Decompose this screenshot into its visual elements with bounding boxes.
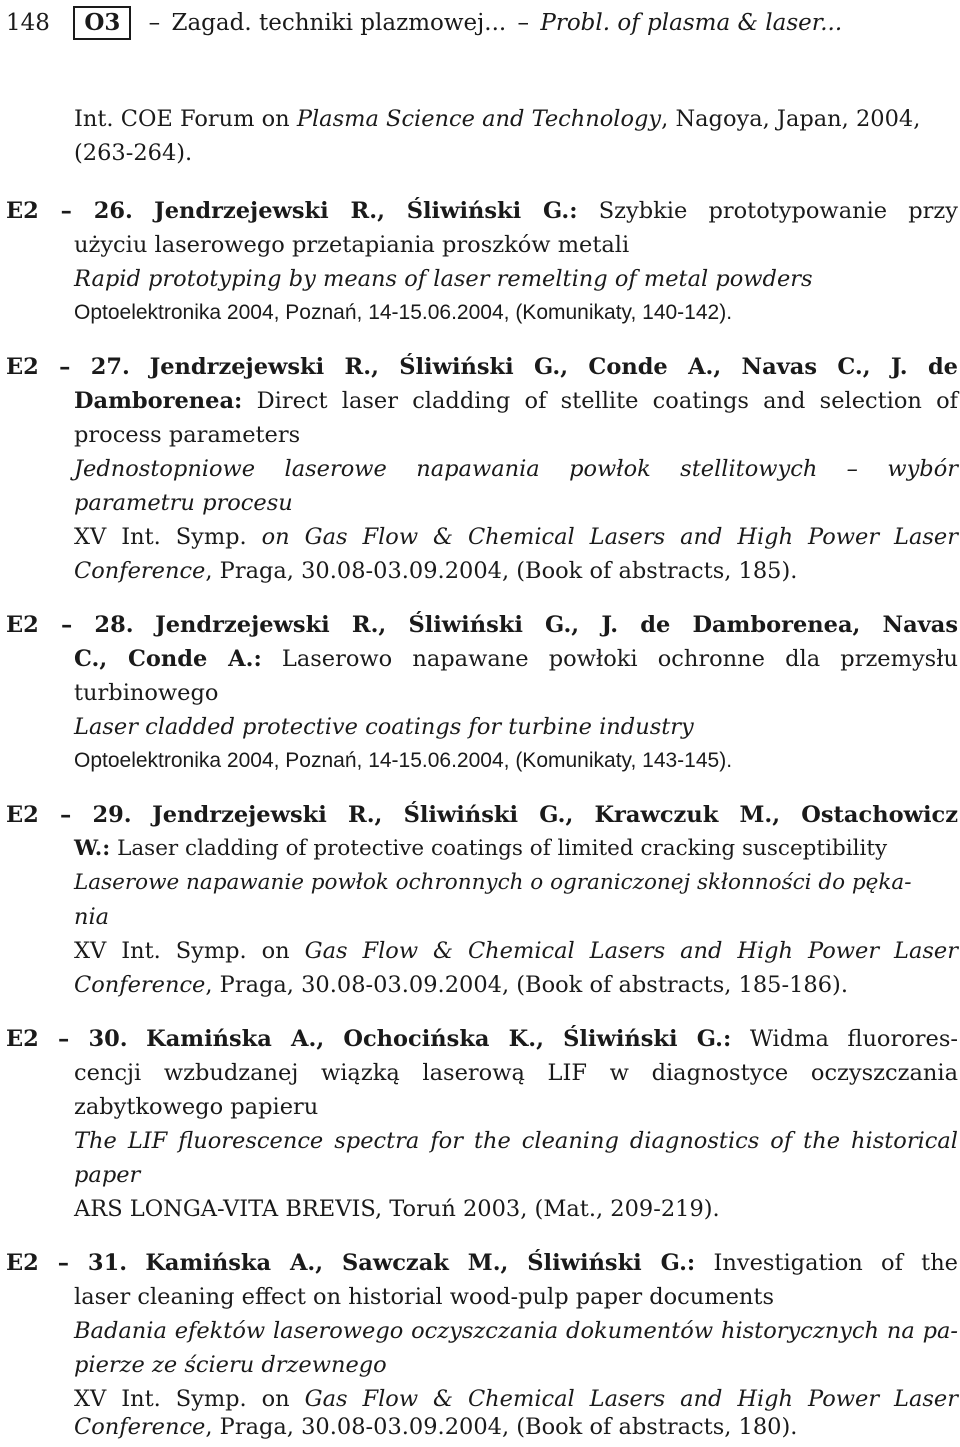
entry-29-venue-1: [74, 934, 958, 968]
entry-29-code: E2 – 29.: [6, 802, 132, 828]
header-dash-2: –: [517, 10, 530, 36]
entry-29-line-2: [74, 832, 958, 866]
entry-30-venue: ARS LONGA-VITA BREVIS, Toruń 2003, (Mat., 209-219).: [74, 1196, 720, 1222]
entry-31-venue-b: Gas Flow & Chemical Lasers and High Power Laser: [304, 1386, 958, 1412]
page-number: 148: [6, 10, 50, 36]
entry-27-authors-2: Damborenea:: [74, 388, 243, 414]
entry-27-line-2: [74, 384, 958, 418]
entry-27-line-1: [6, 350, 958, 384]
entry-28-title-2: turbinowego: [74, 680, 219, 706]
entry-27-title-1: Direct laser cladding of stellite coatings and selection of: [256, 388, 958, 414]
entry-29-pl-1: Laserowe napawanie powłok ochronnych o ograniczonej skłonności do pęka-: [74, 870, 912, 895]
entry-29-authors-2: W.:: [74, 836, 111, 861]
entry-31-venue-2: [74, 1410, 958, 1444]
entry-26-line-2: użyciu laserowego przetapiania proszków metali: [74, 232, 630, 258]
entry-27-venue-c: Conference: [74, 558, 206, 584]
entry-30-code: E2 – 30.: [6, 1026, 128, 1052]
entry-28-title-1: Laserowo napawane powłoki ochronne dla przemysłu: [281, 646, 958, 672]
entry-27-venue-a: XV Int. Symp.: [74, 524, 262, 550]
entry-30-title-3: zabytkowego papieru: [74, 1094, 319, 1120]
entry-26-code: E2 – 26.: [6, 198, 133, 224]
intro-text-a: Int. COE Forum on: [74, 106, 297, 132]
entry-30-title-2: cencji wzbudzanej wiązką laserową LIF w diagnostyce oczyszczania: [74, 1060, 958, 1086]
entry-28-code: E2 – 28.: [6, 612, 134, 638]
entry-30-authors: Kamińska A., Ochocińska K., Śliwiński G.:: [146, 1026, 732, 1052]
entry-31-code: E2 – 31.: [6, 1250, 128, 1276]
entry-29-venue-2: [74, 968, 958, 1002]
section-code-box: O3: [73, 6, 131, 40]
entry-28-title-en: Laser cladded protective coatings for turbine industry: [74, 714, 694, 740]
entry-30-line-1: [6, 1022, 958, 1056]
entry-26-authors: Jendrzejewski R., Śliwiński G.:: [154, 198, 578, 224]
entry-28-venue: Optoelektronika 2004, Poznań, 14-15.06.2004, (Komunikaty, 143-145).: [74, 749, 733, 772]
intro-text-c: , Nagoya, Japan, 2004,: [661, 106, 921, 132]
entry-28-line-2: [74, 642, 958, 676]
entry-30-title-1: Widma fluorores-: [749, 1026, 958, 1052]
entry-31-pl-1: Badania efektów laserowego oczyszczania dokumentów historycznych na pa-: [74, 1318, 958, 1344]
entry-29-line-1: [6, 798, 958, 832]
entry-30-en-1: The LIF fluorescence spectra for the cleaning diagnostics of the historical: [74, 1128, 958, 1154]
header-title-pl: Zagad. techniki plazmowej...: [171, 10, 507, 36]
running-header: [6, 5, 956, 41]
intro-line-2: (263-264).: [74, 140, 193, 166]
entry-27-venue-b: on Gas Flow & Chemical Lasers and High Power Laser: [261, 524, 958, 550]
entry-27-venue-1: [74, 520, 958, 554]
intro-text-b: Plasma Science and Technology: [296, 106, 662, 132]
entry-31-pl-2: pierze ze ścieru drzewnego: [74, 1352, 387, 1378]
header-title-en: Probl. of plasma & laser...: [540, 10, 843, 36]
entry-29-venue-b: Gas Flow & Chemical Lasers and High Power Laser: [304, 938, 958, 964]
entry-27-venue-d: , Praga, 30.08-03.09.2004, (Book of abstracts, 185).: [205, 558, 798, 584]
entry-31-venue-c: Conference: [74, 1414, 206, 1440]
entry-31-title-2: laser cleaning effect on historial wood-pulp paper documents: [74, 1284, 774, 1310]
entry-30-en-2: paper: [74, 1162, 141, 1188]
entry-26-line-1: [6, 194, 958, 228]
entry-29-title: Laser cladding of protective coatings of limited cracking susceptibility: [117, 836, 888, 861]
entry-27-authors-1: Jendrzejewski R., Śliwiński G., Conde A., Navas C., J. de: [149, 354, 958, 380]
entry-28-line-1: [6, 608, 958, 642]
entry-28-authors-2: C., Conde A.:: [74, 646, 262, 672]
entry-31-title-1: Investigation of the: [713, 1250, 958, 1276]
entry-27-venue-2: [74, 554, 958, 588]
entry-29-pl-2: nia: [74, 904, 110, 930]
intro-line-1: [74, 102, 958, 136]
entry-28-authors-1: Jendrzejewski R., Śliwiński G., J. de Damborenea, Navas: [155, 612, 959, 638]
entry-31-authors: Kamińska A., Sawczak M., Śliwiński G.:: [145, 1250, 696, 1276]
entry-27-pl-2: parametru procesu: [74, 490, 293, 516]
entry-26-title-start: Szybkie prototypowanie przy: [598, 198, 959, 224]
entry-27-pl-1: Jednostopniowe laserowe napawania powłok stellitowych – wybór: [74, 456, 958, 482]
entry-29-authors-1: Jendrzejewski R., Śliwiński G., Krawczuk M., Ostachowicz: [152, 802, 958, 828]
header-dash: –: [148, 10, 161, 36]
entry-29-venue-a: XV Int. Symp. on: [74, 938, 305, 964]
entry-26-venue: Optoelektronika 2004, Poznań, 14-15.06.2004, (Komunikaty, 140-142).: [74, 301, 733, 324]
entry-27-title-2: process parameters: [74, 422, 301, 448]
entry-29-venue-d: , Praga, 30.08-03.09.2004, (Book of abstracts, 185-186).: [205, 972, 848, 998]
entry-27-code: E2 – 27.: [6, 354, 130, 380]
entry-31-venue-d: , Praga, 30.08-03.09.2004, (Book of abstracts, 180).: [205, 1414, 798, 1440]
entry-26-title-en: Rapid prototyping by means of laser remelting of metal powders: [74, 266, 813, 292]
entry-31-line-1: [6, 1246, 958, 1280]
entry-29-venue-c: Conference: [74, 972, 206, 998]
entry-31-venue-a: XV Int. Symp. on: [74, 1386, 305, 1412]
